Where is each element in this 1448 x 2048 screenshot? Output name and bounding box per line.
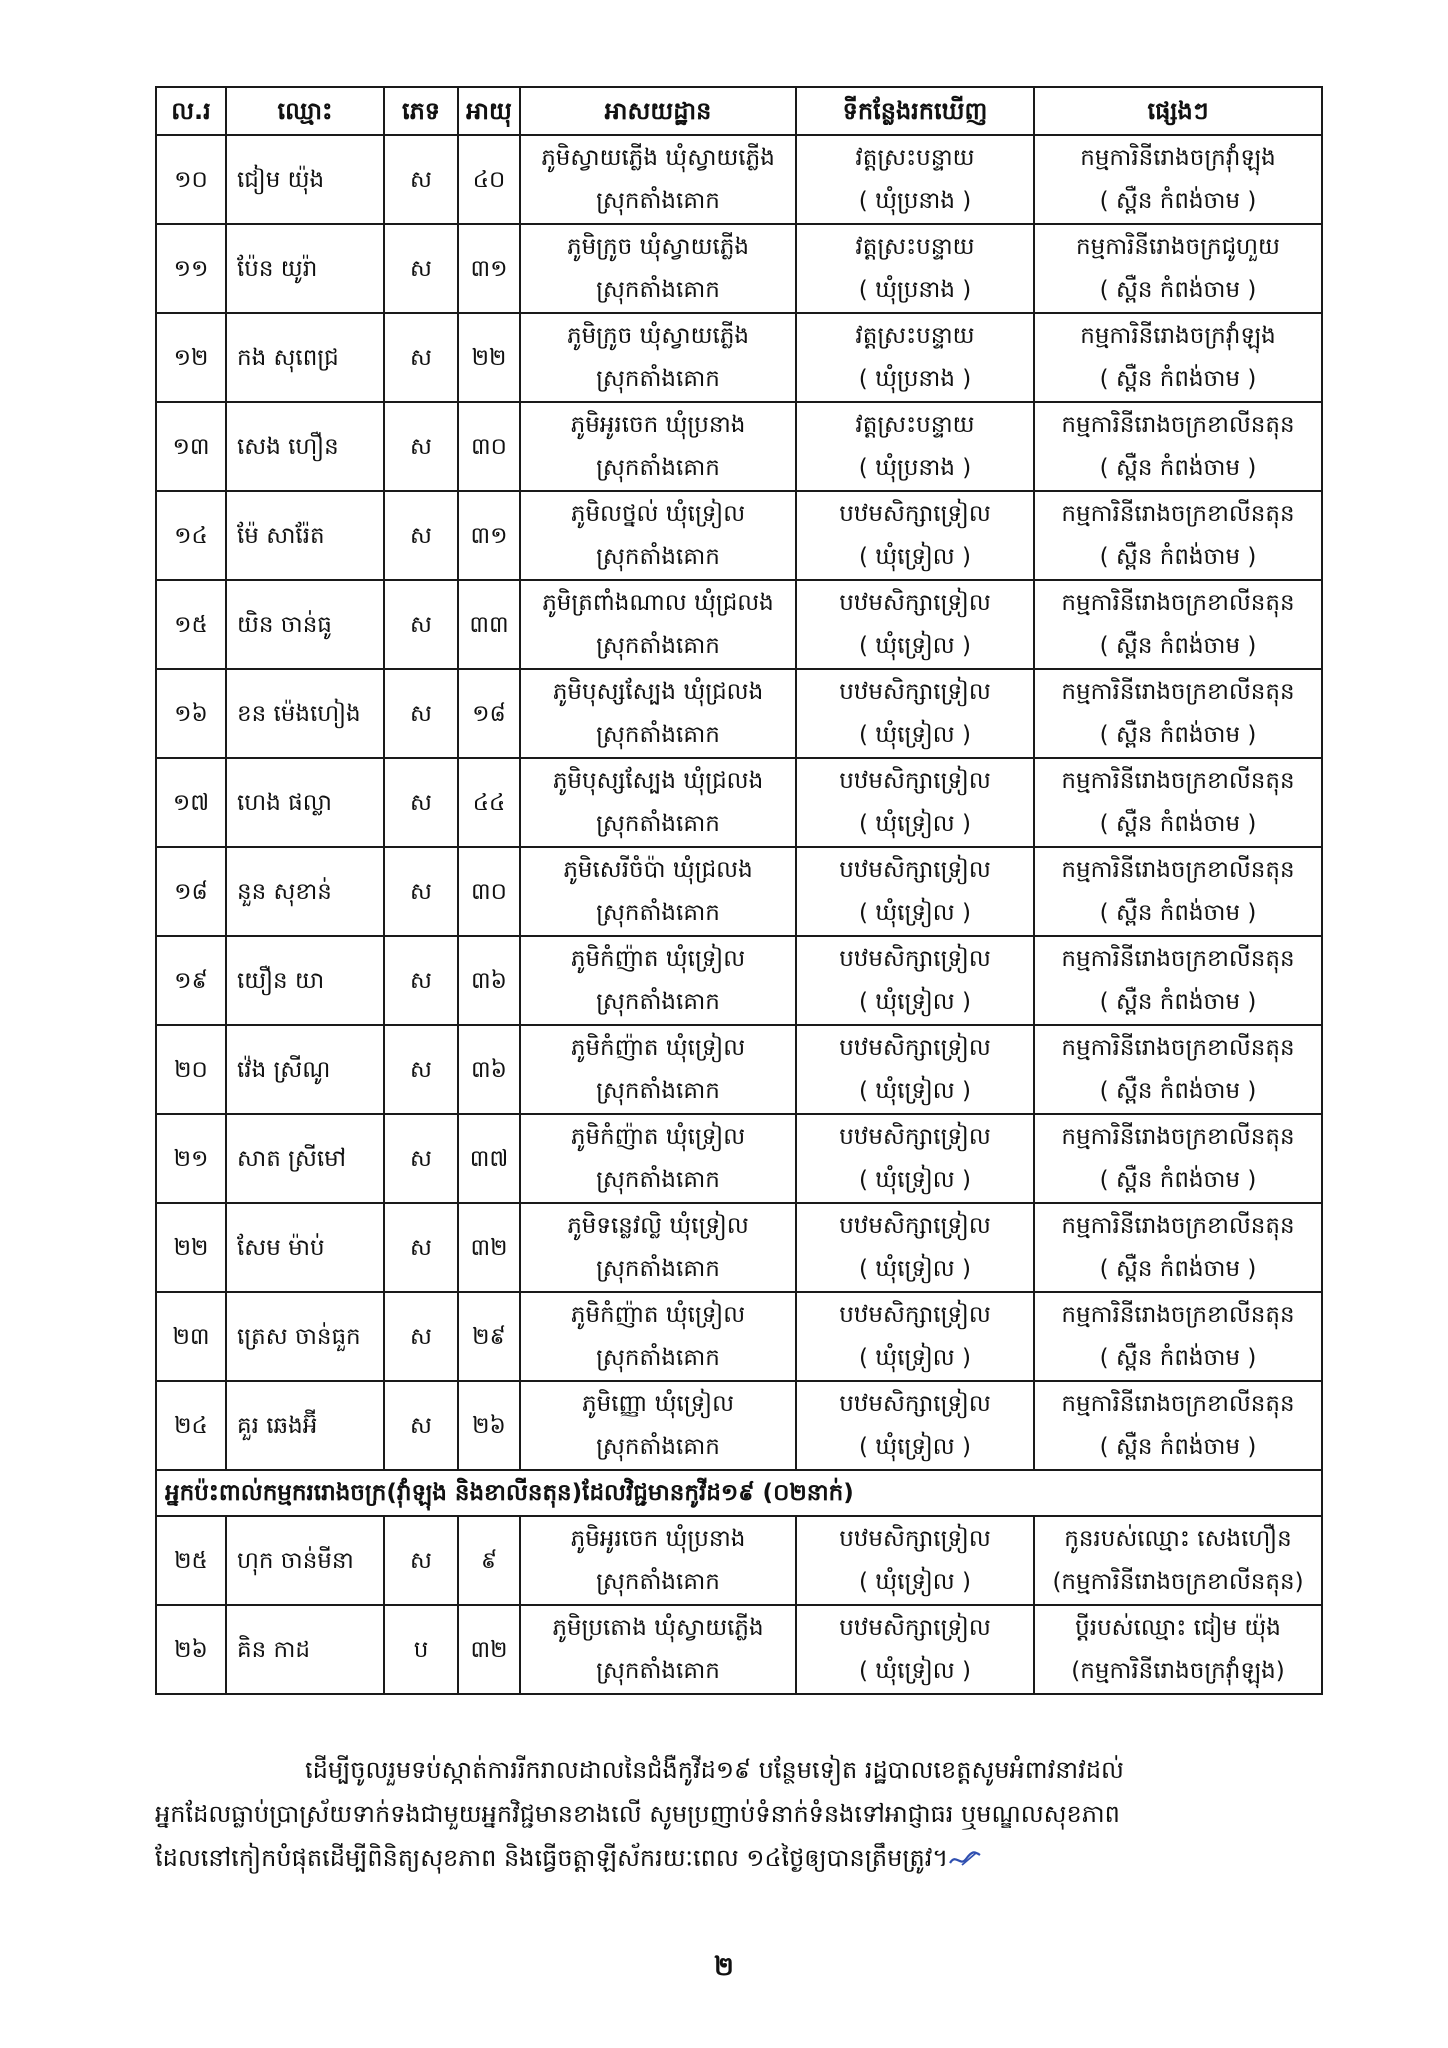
cell-notes-line-1: កម្មការិនីរោងចក្រខាលីនតុន — [1061, 1390, 1295, 1417]
cell-found-location — [796, 224, 1034, 313]
cell-found-location — [796, 936, 1034, 1025]
cell-address-line-1: ភូមិត្រពាំងណាល ឃុំជ្រលង — [542, 589, 774, 616]
table-header-row — [156, 87, 1322, 135]
cell-address-line-1: ភូមិក្រូច ឃុំស្វាយភ្លើង — [566, 322, 750, 349]
cell-age: ៣៦ — [458, 1025, 520, 1114]
cell-age: ៣០ — [458, 402, 520, 491]
patient-table — [155, 86, 1323, 1695]
cell-notes — [1034, 1605, 1322, 1694]
table-row — [156, 1292, 1322, 1381]
cell-notes — [1034, 313, 1322, 402]
cell-age: ៣០ — [458, 847, 520, 936]
cell-notes — [1034, 402, 1322, 491]
cell-no: ១៦ — [156, 669, 226, 758]
cell-no: ២៦ — [156, 1605, 226, 1694]
table-row — [156, 313, 1322, 402]
paragraph-line-3-text: ដែលនៅកៀកបំផុតដើម្បីពិនិត្យសុខភាព និងធ្វើចត្តាឡីស័ករយៈពេល ១៤ថ្ងៃឲ្យបានត្រឹមត្រូវ។ — [155, 1844, 949, 1872]
cell-notes-line-1: កម្មការិនីរោងចក្រជូហួយ — [1076, 233, 1280, 260]
cell-notes-line-2: (កម្មការិនីរោងចក្រខាលីនតុន) — [1052, 1568, 1304, 1595]
cell-no: ២៥ — [156, 1516, 226, 1605]
cell-age: ៩ — [458, 1516, 520, 1605]
cell-name: កង សុពេជ្រ — [226, 313, 384, 402]
cell-found-location-line-1: វត្តស្រះបន្ទាយ — [855, 144, 975, 171]
cell-name: សាត ស្រីមៅ — [226, 1114, 384, 1203]
cell-found-location-line-2: ( ឃុំទ្រៀល ) — [859, 1433, 971, 1460]
cell-sex: ស — [384, 135, 458, 224]
cell-address-line-2: ស្រុកតាំងគោក — [596, 187, 720, 214]
cell-found-location — [796, 1292, 1034, 1381]
cell-found-location — [796, 847, 1034, 936]
cell-found-location-line-1: បឋមសិក្សាទ្រៀល — [839, 1525, 991, 1552]
header-age: អាយុ — [458, 87, 520, 135]
cell-address-line-2: ស្រុកតាំងគោក — [596, 1166, 720, 1193]
cell-notes-line-1: កម្មការិនីរោងចក្រវ៉ាំឡុង — [1080, 322, 1276, 349]
cell-notes-line-2: ( ស្ពឺន កំពង់ចាម ) — [1099, 365, 1257, 392]
cell-age: ២៦ — [458, 1381, 520, 1470]
cell-notes-line-1: កម្មការិនីរោងចក្រខាលីនតុន — [1061, 411, 1295, 438]
cell-sex: ស — [384, 491, 458, 580]
cell-notes — [1034, 1203, 1322, 1292]
cell-no: ១១ — [156, 224, 226, 313]
cell-address-line-1: ភូមិទន្លេវល្លិ ឃុំទ្រៀល — [567, 1212, 749, 1239]
cell-name: នួន សុខាន់ — [226, 847, 384, 936]
cell-notes — [1034, 758, 1322, 847]
cell-found-location-line-1: វត្តស្រះបន្ទាយ — [855, 322, 975, 349]
cell-sex: ស — [384, 1203, 458, 1292]
cell-notes — [1034, 491, 1322, 580]
cell-age: ៣២ — [458, 1605, 520, 1694]
cell-no: ២១ — [156, 1114, 226, 1203]
cell-no: ១៣ — [156, 402, 226, 491]
cell-address-line-2: ស្រុកតាំងគោក — [596, 1077, 720, 1104]
cell-found-location-line-2: ( ឃុំទ្រៀល ) — [859, 543, 971, 570]
cell-address — [520, 491, 796, 580]
cell-found-location-line-1: បឋមសិក្សាទ្រៀល — [839, 589, 991, 616]
cell-found-location — [796, 580, 1034, 669]
cell-sex: ស — [384, 224, 458, 313]
cell-found-location-line-1: បឋមសិក្សាទ្រៀល — [839, 856, 991, 883]
cell-address-line-2: ស្រុកតាំងគោក — [596, 899, 720, 926]
cell-address-line-2: ស្រុកតាំងគោក — [596, 1568, 720, 1595]
cell-notes-line-2: ( ស្ពឺន កំពង់ចាម ) — [1099, 721, 1257, 748]
cell-name: ជៀម យ៉ុង — [226, 135, 384, 224]
cell-address-line-1: ភូមិប្រតោង ឃុំស្វាយភ្លើង — [552, 1614, 764, 1641]
cell-notes-line-2: ( ស្ពឺន កំពង់ចាម ) — [1099, 899, 1257, 926]
cell-no: ១២ — [156, 313, 226, 402]
cell-found-location-line-1: វត្តស្រះបន្ទាយ — [855, 411, 975, 438]
cell-name: ខន ម៉េងហៀង — [226, 669, 384, 758]
cell-no: ២២ — [156, 1203, 226, 1292]
cell-address-line-2: ស្រុកតាំងគោក — [596, 721, 720, 748]
cell-address — [520, 936, 796, 1025]
cell-no: ២៣ — [156, 1292, 226, 1381]
table-row — [156, 135, 1322, 224]
table-row — [156, 1114, 1322, 1203]
cell-sex: ស — [384, 1292, 458, 1381]
cell-name: ប៉ែន យូរ៉ា — [226, 224, 384, 313]
cell-address-line-1: ភូមិបុស្សស្បែង ឃុំជ្រលង — [552, 678, 764, 705]
table-body — [156, 135, 1322, 1694]
cell-notes — [1034, 135, 1322, 224]
cell-address-line-1: ភូមិញ្ញោ ឃុំទ្រៀល — [582, 1390, 734, 1417]
cell-found-location — [796, 669, 1034, 758]
cell-age: ៣៦ — [458, 936, 520, 1025]
table-row — [156, 1516, 1322, 1605]
cell-notes-line-2: ( ស្ពឺន កំពង់ចាម ) — [1099, 454, 1257, 481]
cell-notes-line-1: កម្មការិនីរោងចក្រខាលីនតុន — [1061, 856, 1295, 883]
cell-found-location — [796, 1114, 1034, 1203]
cell-age: ២៩ — [458, 1292, 520, 1381]
cell-notes-line-1: កម្មការិនីរោងចក្រខាលីនតុន — [1061, 500, 1295, 527]
cell-notes-line-1: ប្ដីរបស់ឈ្មោះ ជៀម យ៉ុង — [1075, 1614, 1281, 1641]
cell-age: ៤៤ — [458, 758, 520, 847]
cell-notes-line-2: ( ស្ពឺន កំពង់ចាម ) — [1099, 1255, 1257, 1282]
cell-found-location — [796, 491, 1034, 580]
cell-address-line-2: ស្រុកតាំងគោក — [596, 454, 720, 481]
table-row — [156, 936, 1322, 1025]
cell-notes — [1034, 936, 1322, 1025]
cell-name: ហុក ចាន់មីនា — [226, 1516, 384, 1605]
cell-sex: ស — [384, 313, 458, 402]
cell-address-line-1: ភូមិកំញ៉ាត ឃុំទ្រៀល — [570, 945, 746, 972]
cell-notes-line-2: ( ស្ពឺន កំពង់ចាម ) — [1099, 187, 1257, 214]
cell-address-line-2: ស្រុកតាំងគោក — [596, 543, 720, 570]
cell-found-location-line-1: បឋមសិក្សាទ្រៀល — [839, 1212, 991, 1239]
table-row — [156, 1605, 1322, 1694]
cell-address-line-1: ភូមិកំញ៉ាត ឃុំទ្រៀល — [570, 1034, 746, 1061]
cell-found-location-line-2: ( ឃុំទ្រៀល ) — [859, 1255, 971, 1282]
cell-found-location — [796, 1203, 1034, 1292]
cell-name: យិន ចាន់ធូ — [226, 580, 384, 669]
cell-address-line-2: ស្រុកតាំងគោក — [596, 810, 720, 837]
cell-no: ២០ — [156, 1025, 226, 1114]
cell-age: ៣២ — [458, 1203, 520, 1292]
cell-found-location-line-2: ( ឃុំទ្រៀល ) — [859, 1657, 971, 1684]
cell-found-location-line-2: ( ឃុំប្រនាង ) — [858, 454, 972, 481]
cell-notes-line-2: ( ស្ពឺន កំពង់ចាម ) — [1099, 632, 1257, 659]
cell-address-line-2: ស្រុកតាំងគោក — [596, 632, 720, 659]
cell-notes-line-2: ( ស្ពឺន កំពង់ចាម ) — [1099, 1433, 1257, 1460]
cell-address — [520, 135, 796, 224]
cell-address-line-1: ភូមិស្វាយភ្លើង ឃុំស្វាយភ្លើង — [541, 144, 775, 171]
cell-address — [520, 1381, 796, 1470]
cell-notes — [1034, 669, 1322, 758]
header-sex: ភេទ — [384, 87, 458, 135]
group-label: អ្នកប៉ះពាល់កម្មកររោងចក្រ(វ៉ាំឡុង និងខាលីនតុន)ដែលវិជ្ជមានកូវីដ១៩ (០២នាក់) — [156, 1470, 1322, 1516]
cell-sex: ស — [384, 580, 458, 669]
cell-sex: ស — [384, 1516, 458, 1605]
cell-address-line-1: ភូមិកំញ៉ាត ឃុំទ្រៀល — [570, 1301, 746, 1328]
header-notes: ផ្សេងៗ — [1034, 87, 1322, 135]
cell-sex: ស — [384, 402, 458, 491]
cell-notes — [1034, 224, 1322, 313]
table-row — [156, 758, 1322, 847]
cell-notes-line-1: កូនរបស់ឈ្មោះ សេងហឿន — [1064, 1525, 1292, 1552]
cell-found-location-line-2: ( ឃុំប្រនាង ) — [858, 365, 972, 392]
cell-name: សែម ម៉ាប់ — [226, 1203, 384, 1292]
cell-sex: ស — [384, 1114, 458, 1203]
cell-address — [520, 313, 796, 402]
cell-found-location-line-2: ( ឃុំទ្រៀល ) — [859, 1568, 971, 1595]
cell-address — [520, 669, 796, 758]
cell-found-location-line-2: ( ឃុំទ្រៀល ) — [859, 988, 971, 1015]
table-row — [156, 1025, 1322, 1114]
cell-address — [520, 1292, 796, 1381]
cell-notes-line-2: ( ស្ពឺន កំពង់ចាម ) — [1099, 1344, 1257, 1371]
cell-found-location-line-1: បឋមសិក្សាទ្រៀល — [839, 1390, 991, 1417]
cell-address-line-2: ស្រុកតាំងគោក — [596, 1344, 720, 1371]
cell-found-location-line-2: ( ឃុំទ្រៀល ) — [859, 1344, 971, 1371]
cell-found-location-line-2: ( ឃុំប្រនាង ) — [858, 187, 972, 214]
cell-name: វ៉េង ស្រីណូ — [226, 1025, 384, 1114]
cell-notes-line-2: ( ស្ពឺន កំពង់ចាម ) — [1099, 543, 1257, 570]
cell-found-location-line-1: បឋមសិក្សាទ្រៀល — [839, 1614, 991, 1641]
header-no: ល.រ — [156, 87, 226, 135]
cell-notes-line-1: កម្មការិនីរោងចក្រខាលីនតុន — [1061, 1301, 1295, 1328]
cell-sex: ស — [384, 936, 458, 1025]
cell-found-location-line-1: បឋមសិក្សាទ្រៀល — [839, 1123, 991, 1150]
cell-notes-line-1: កម្មការិនីរោងចក្រខាលីនតុន — [1061, 1212, 1295, 1239]
cell-no: ១៤ — [156, 491, 226, 580]
cell-sex: ស — [384, 758, 458, 847]
cell-address-line-1: ភូមិក្រូច ឃុំស្វាយភ្លើង — [566, 233, 750, 260]
cell-notes — [1034, 1025, 1322, 1114]
cell-sex: ស — [384, 669, 458, 758]
table-row — [156, 1203, 1322, 1292]
signature-mark-icon — [948, 1849, 982, 1869]
cell-found-location-line-1: បឋមសិក្សាទ្រៀល — [839, 1301, 991, 1328]
cell-age: ១៨ — [458, 669, 520, 758]
cell-age: ២២ — [458, 313, 520, 402]
table-row — [156, 491, 1322, 580]
cell-found-location-line-2: ( ឃុំទ្រៀល ) — [859, 1077, 971, 1104]
cell-address-line-2: ស្រុកតាំងគោក — [596, 988, 720, 1015]
cell-address — [520, 847, 796, 936]
cell-address-line-2: ស្រុកតាំងគោក — [596, 276, 720, 303]
cell-no: ១៨ — [156, 847, 226, 936]
cell-address-line-1: ភូមិបុស្សស្បែង ឃុំជ្រលង — [552, 767, 764, 794]
cell-found-location — [796, 1025, 1034, 1114]
cell-address-line-2: ស្រុកតាំងគោក — [596, 1255, 720, 1282]
cell-address-line-1: ភូមិសេរីចំប៉ា ឃុំជ្រលង — [563, 856, 753, 883]
cell-no: ១៧ — [156, 758, 226, 847]
cell-address-line-2: ស្រុកតាំងគោក — [596, 365, 720, 392]
cell-address — [520, 1203, 796, 1292]
cell-no: ២៤ — [156, 1381, 226, 1470]
cell-found-location-line-2: ( ឃុំប្រនាង ) — [858, 276, 972, 303]
cell-found-location-line-1: បឋមសិក្សាទ្រៀល — [839, 678, 991, 705]
header-address: អាសយដ្ឋាន — [520, 87, 796, 135]
cell-no: ១៩ — [156, 936, 226, 1025]
cell-notes-line-2: ( ស្ពឺន កំពង់ចាម ) — [1099, 1077, 1257, 1104]
cell-found-location-line-1: បឋមសិក្សាទ្រៀល — [839, 1034, 991, 1061]
header-name: ឈ្មោះ — [226, 87, 384, 135]
cell-notes-line-1: កម្មការិនីរោងចក្រខាលីនតុន — [1061, 945, 1295, 972]
paragraph-line-2: អ្នកដែលធ្លាប់ប្រាស្រ័យទាក់ទងជាមួយអ្នកវិជ្ជមានខាងលើ សូមប្រញាប់ទំនាក់ទំនងទៅអាជ្ញាធរ ឬមណ្ឌលសុខភាព — [155, 1800, 1120, 1828]
cell-notes — [1034, 847, 1322, 936]
cell-address — [520, 758, 796, 847]
cell-notes-line-2: ( ស្ពឺន កំពង់ចាម ) — [1099, 276, 1257, 303]
cell-sex: ប — [384, 1605, 458, 1694]
cell-found-location — [796, 758, 1034, 847]
cell-notes-line-1: កម្មការិនីរោងចក្រវ៉ាំឡុង — [1080, 144, 1276, 171]
cell-name: ហេង ផល្លា — [226, 758, 384, 847]
cell-sex: ស — [384, 1025, 458, 1114]
cell-address-line-2: ស្រុកតាំងគោក — [596, 1433, 720, 1460]
cell-notes — [1034, 1292, 1322, 1381]
cell-name: ម៉ែ សារ៉ែត — [226, 491, 384, 580]
cell-name: ត្រេស ចាន់ធួក — [226, 1292, 384, 1381]
cell-age: ៣១ — [458, 491, 520, 580]
cell-found-location — [796, 135, 1034, 224]
page-number: ២ — [714, 1952, 734, 1982]
cell-found-location — [796, 1381, 1034, 1470]
cell-found-location-line-2: ( ឃុំទ្រៀល ) — [859, 810, 971, 837]
cell-address-line-1: ភូមិអូរចេក ឃុំប្រនាង — [570, 411, 746, 438]
cell-sex: ស — [384, 1381, 458, 1470]
cell-found-location-line-2: ( ឃុំទ្រៀល ) — [859, 721, 971, 748]
cell-name: គិន កាដ — [226, 1605, 384, 1694]
cell-found-location-line-1: វត្តស្រះបន្ទាយ — [855, 233, 975, 260]
table-row — [156, 1381, 1322, 1470]
cell-found-location-line-2: ( ឃុំទ្រៀល ) — [859, 899, 971, 926]
table-row — [156, 580, 1322, 669]
cell-address — [520, 580, 796, 669]
cell-no: ១០ — [156, 135, 226, 224]
cell-notes-line-1: កម្មការិនីរោងចក្រខាលីនតុន — [1061, 589, 1295, 616]
paragraph-line-3 — [155, 1836, 1321, 1880]
cell-notes-line-2: ( ស្ពឺន កំពង់ចាម ) — [1099, 1166, 1257, 1193]
cell-found-location-line-1: បឋមសិក្សាទ្រៀល — [839, 500, 991, 527]
paragraph-line-1: ដើម្បីចូលរួមទប់ស្កាត់ការរីករាលដាលនៃជំងឺកូវីដ១៩ បន្ថែមទៀត រដ្ឋបាលខេត្តសូមអំពាវនាវដល់ — [305, 1756, 1124, 1784]
cell-address — [520, 1025, 796, 1114]
table-row — [156, 847, 1322, 936]
cell-notes-line-2: ( ស្ពឺន កំពង់ចាម ) — [1099, 988, 1257, 1015]
cell-address — [520, 224, 796, 313]
cell-address-line-1: ភូមិកំញ៉ាត ឃុំទ្រៀល — [570, 1123, 746, 1150]
cell-found-location — [796, 1605, 1034, 1694]
cell-name: គួរ ឆេងអ៊ី — [226, 1381, 384, 1470]
cell-address-line-1: ភូមិលថ្នល់ ឃុំទ្រៀល — [570, 500, 746, 527]
cell-name: យឿន យា — [226, 936, 384, 1025]
cell-address-line-1: ភូមិអូរចេក ឃុំប្រនាង — [570, 1525, 746, 1552]
cell-address — [520, 1114, 796, 1203]
cell-no: ១៥ — [156, 580, 226, 669]
cell-found-location-line-1: បឋមសិក្សាទ្រៀល — [839, 767, 991, 794]
cell-found-location-line-1: បឋមសិក្សាទ្រៀល — [839, 945, 991, 972]
cell-notes — [1034, 580, 1322, 669]
cell-notes-line-1: កម្មការិនីរោងចក្រខាលីនតុន — [1061, 1034, 1295, 1061]
cell-found-location — [796, 313, 1034, 402]
cell-name: សេង ហឿន — [226, 402, 384, 491]
cell-found-location — [796, 1516, 1034, 1605]
cell-found-location-line-2: ( ឃុំទ្រៀល ) — [859, 632, 971, 659]
cell-notes-line-1: កម្មការិនីរោងចក្រខាលីនតុន — [1061, 678, 1295, 705]
cell-notes — [1034, 1114, 1322, 1203]
cell-found-location — [796, 402, 1034, 491]
cell-age: ៣១ — [458, 224, 520, 313]
header-found-location: ទីកន្លែងរកឃើញ — [796, 87, 1034, 135]
cell-age: ៤០ — [458, 135, 520, 224]
table-row — [156, 669, 1322, 758]
cell-notes — [1034, 1516, 1322, 1605]
cell-notes-line-1: កម្មការិនីរោងចក្រខាលីនតុន — [1061, 767, 1295, 794]
cell-notes-line-2: ( ស្ពឺន កំពង់ចាម ) — [1099, 810, 1257, 837]
cell-address — [520, 402, 796, 491]
cell-address — [520, 1516, 796, 1605]
cell-age: ៣៣ — [458, 580, 520, 669]
group-header-row — [156, 1470, 1322, 1516]
cell-notes — [1034, 1381, 1322, 1470]
table-row — [156, 402, 1322, 491]
cell-age: ៣៧ — [458, 1114, 520, 1203]
cell-address — [520, 1605, 796, 1694]
cell-found-location-line-2: ( ឃុំទ្រៀល ) — [859, 1166, 971, 1193]
cell-sex: ស — [384, 847, 458, 936]
table-row — [156, 224, 1322, 313]
cell-address-line-2: ស្រុកតាំងគោក — [596, 1657, 720, 1684]
cell-notes-line-2: (កម្មការិនីរោងចក្រវ៉ាំឡុង) — [1071, 1657, 1285, 1684]
cell-notes-line-1: កម្មការិនីរោងចក្រខាលីនតុន — [1061, 1123, 1295, 1150]
